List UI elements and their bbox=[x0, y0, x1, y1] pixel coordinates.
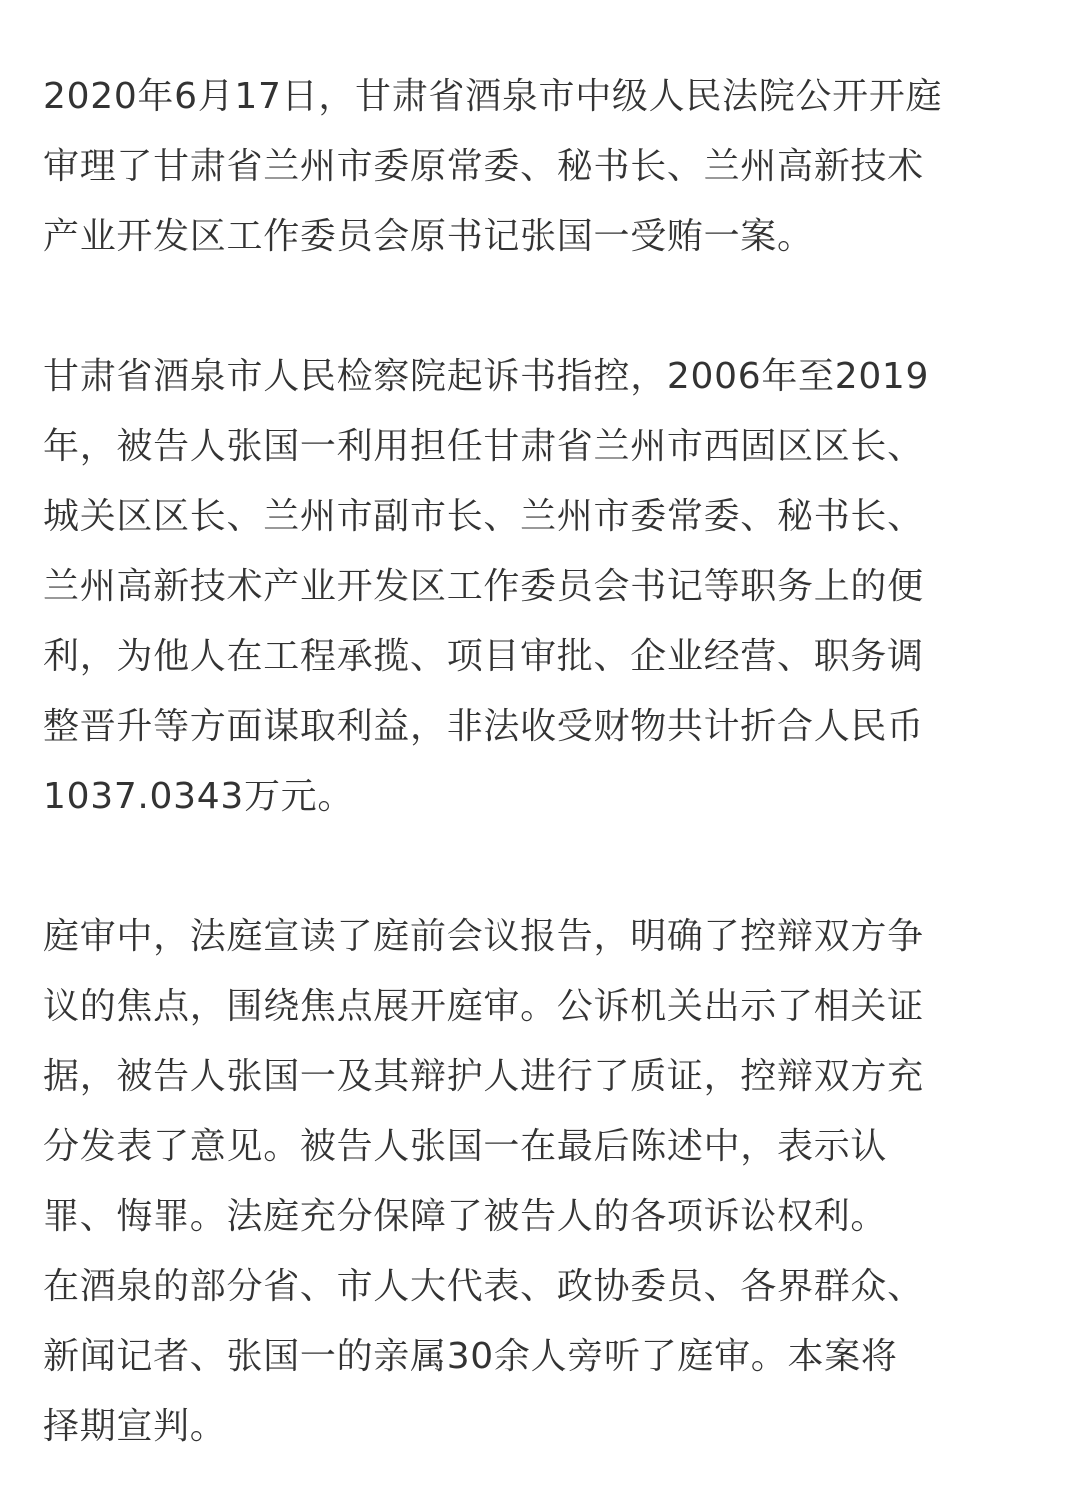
article-body bbox=[43, 62, 1043, 1462]
text-line: 产业开发区工作委员会原书记张国一受贿一案。 bbox=[43, 216, 814, 257]
paragraph-court-proceedings bbox=[43, 902, 1043, 1252]
text-line: 审理了甘肃省兰州市委原常委、秘书长、兰州高新技术 bbox=[43, 146, 924, 187]
text-line: 2020年6月17日，甘肃省酒泉市中级人民法院公开开庭 bbox=[43, 76, 943, 117]
text-line: 据，被告人张国一及其辩护人进行了质证，控辩双方充 bbox=[43, 1056, 924, 1097]
text-line: 在酒泉的部分省、市人大代表、政协委员、各界群众、 bbox=[43, 1266, 924, 1307]
text-line: 利，为他人在工程承揽、项目审批、企业经营、职务调 bbox=[43, 636, 924, 677]
text-line: 甘肃省酒泉市人民检察院起诉书指控，2006年至2019 bbox=[43, 356, 930, 397]
text-line: 年，被告人张国一利用担任甘肃省兰州市西固区区长、 bbox=[43, 426, 924, 467]
text-line: 议的焦点，围绕焦点展开庭审。公诉机关出示了相关证 bbox=[43, 986, 924, 1027]
paragraph-indictment bbox=[43, 342, 1043, 832]
text-line: 庭审中，法庭宣读了庭前会议报告，明确了控辩双方争 bbox=[43, 916, 924, 957]
text-line: 兰州高新技术产业开发区工作委员会书记等职务上的便 bbox=[43, 566, 924, 607]
text-line: 新闻记者、张国一的亲属30余人旁听了庭审。本案将 bbox=[43, 1336, 898, 1377]
text-line: 罪、悔罪。法庭充分保障了被告人的各项诉讼权利。 bbox=[43, 1196, 888, 1237]
paragraph-audience bbox=[43, 1252, 1043, 1462]
text-line: 1037.0343万元。 bbox=[43, 776, 355, 817]
text-line: 分发表了意见。被告人张国一在最后陈述中，表示认 bbox=[43, 1126, 888, 1167]
text-line: 整晋升等方面谋取利益，非法收受财物共计折合人民币 bbox=[43, 706, 924, 747]
paragraph-trial-opening bbox=[43, 62, 1043, 272]
text-line: 择期宣判。 bbox=[43, 1406, 227, 1447]
text-line: 城关区区长、兰州市副市长、兰州市委常委、秘书长、 bbox=[43, 496, 924, 537]
